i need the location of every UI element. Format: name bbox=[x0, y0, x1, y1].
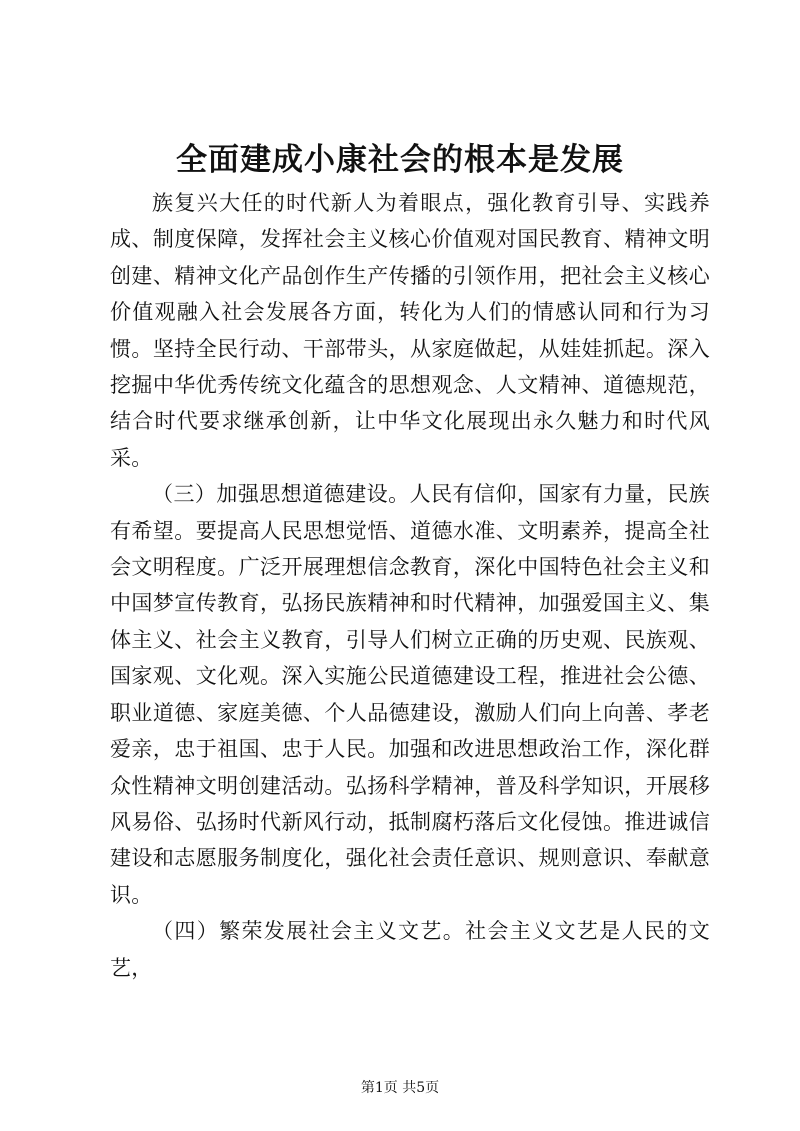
paragraph-1: 族复兴大任的时代新人为着眼点，强化教育引导、实践养成、制度保障，发挥社会主义核心价值观对国民教育、精神文明创建、精神文化产品创作生产传播的引领作用，把社会主义核心价值观融入社会发展各方面，转化为人们的情感认同和行为习惯。坚持全民行动、干部带头，从家庭做起，从娃娃抓起。深入挖掘中华优秀传统文化蕴含的思想观念、人文精神、道德规范，结合时代要求继承创新，让中华文化展现出永久魅力和时代风采。 bbox=[110, 191, 710, 470]
document-body bbox=[110, 185, 710, 986]
page-footer: 第1页 共5页 bbox=[360, 1080, 440, 1096]
paragraph-2: （三）加强思想道德建设。人民有信仰，国家有力量，民族有希望。要提高人民思想觉悟、道德水准、文明素养，提高全社会文明程度。广泛开展理想信念教育，深化中国特色社会主义和中国梦宣传教育，弘扬民族精神和时代精神，加强爱国主义、集体主义、社会主义教育，引导人们树立正确的历史观、民族观、国家观、文化观。深入实施公民道德建设工程，推进社会公德、职业道德、家庭美德、个人品德建设，激励人们向上向善、孝老爱亲，忠于祖国、忠于人民。加强和改进思想政治工作，深化群众性精神文明创建活动。弘扬科学精神，普及科学知识，开展移风易俗、弘扬时代新风行动，抵制腐朽落后文化侵蚀。推进诚信建设和志愿服务制度化，强化社会责任意识、规则意识、奉献意识。 bbox=[110, 482, 710, 907]
document-title: 全面建成小康社会的根本是发展 bbox=[176, 142, 624, 178]
paragraph-3: （四）繁荣发展社会主义文艺。社会主义文艺是人民的文艺， bbox=[110, 919, 710, 980]
